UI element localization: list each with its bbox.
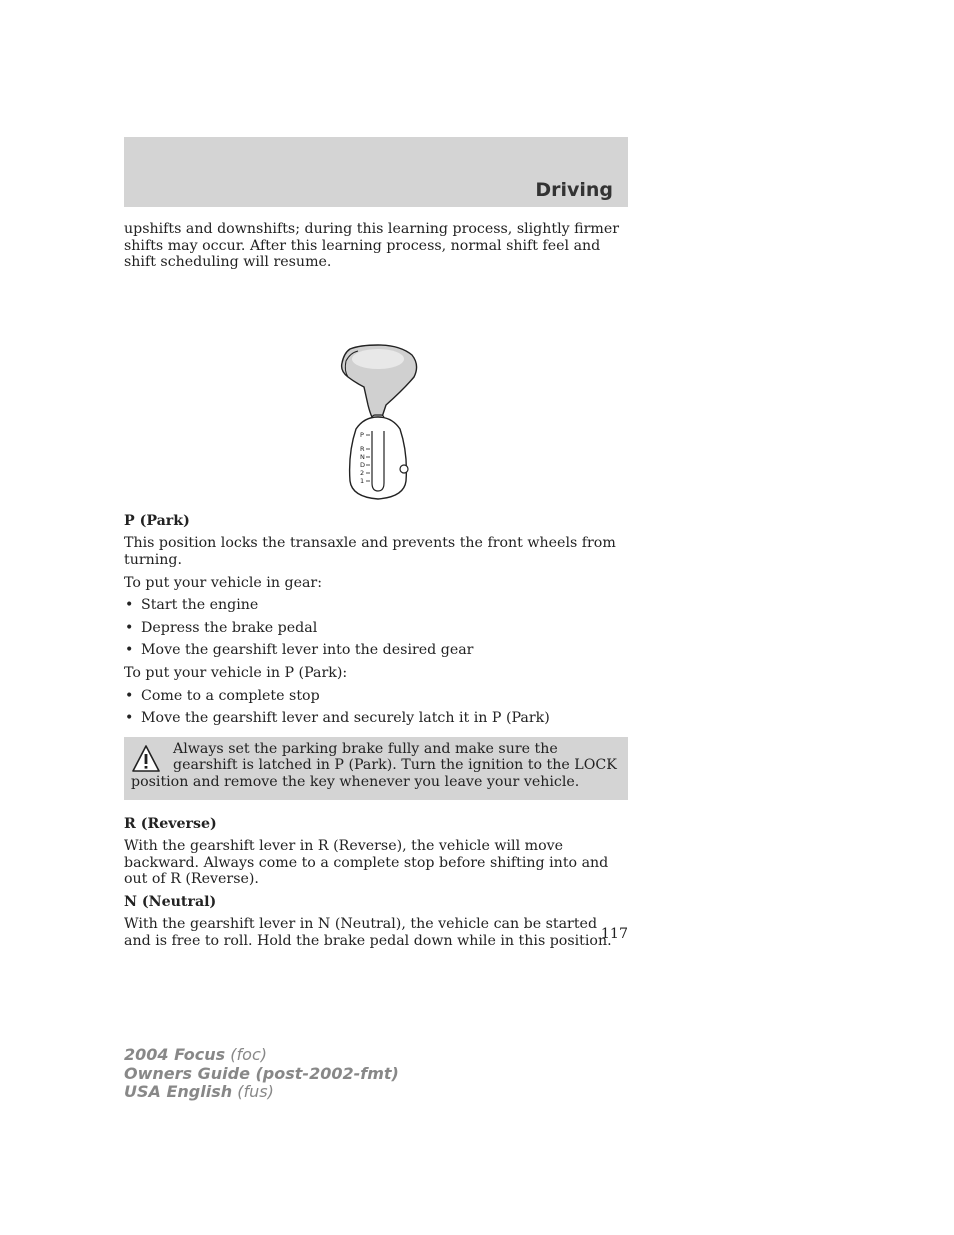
page-number: 117 xyxy=(600,926,628,942)
footer-language: USA English xyxy=(124,1082,233,1101)
warning-text: Always set the parking brake fully and make sure the gearshift is latched in P (Park). Turn the ignition to the LOCK position and remove the key whenever you leave your vehicle. xyxy=(131,740,617,790)
footer-language-code: (fus) xyxy=(237,1082,274,1101)
list-item xyxy=(124,620,628,637)
intro-paragraph: upshifts and downshifts; during this learning process, slightly firmer shifts may occur. After this learning process, normal shift feel and shift scheduling will resume. xyxy=(124,221,620,271)
park-heading: P (Park) xyxy=(124,512,190,529)
footer-model-code: (foc) xyxy=(230,1045,267,1064)
footer-model: 2004 Focus xyxy=(124,1045,226,1064)
document-footer xyxy=(124,1046,399,1102)
in-gear-steps xyxy=(124,597,628,659)
warning-triangle-icon xyxy=(131,744,161,774)
list-item-text: Move the gearshift lever and securely latch it in P (Park) xyxy=(141,710,550,727)
neutral-heading: N (Neutral) xyxy=(124,893,217,910)
bullet-icon: • xyxy=(125,597,134,614)
bullet-icon: • xyxy=(125,710,134,727)
bullet-icon: • xyxy=(125,642,134,659)
list-item xyxy=(124,688,628,705)
list-item xyxy=(124,597,628,614)
park-description: This position locks the transaxle and prevents the front wheels from turning. xyxy=(124,535,616,568)
footer-guide: Owners Guide (post-2002-fmt) xyxy=(124,1063,399,1083)
list-item-text: Come to a complete stop xyxy=(141,687,320,704)
gate-label-d: D xyxy=(360,460,366,469)
page-content xyxy=(124,221,628,956)
bullet-icon: • xyxy=(125,619,134,636)
list-item xyxy=(124,710,628,727)
gate-label-n: N xyxy=(360,452,365,461)
gate-label-2: 2 xyxy=(360,468,365,477)
gearshift-figure xyxy=(124,277,628,513)
list-item-text: Depress the brake pedal xyxy=(141,619,318,636)
neutral-description: With the gearshift lever in N (Neutral), the vehicle can be started and is free to roll. Hold the brake pedal down while in this position. xyxy=(124,916,612,950)
in-park-intro: To put your vehicle in P (Park): xyxy=(124,664,348,681)
section-header-band xyxy=(124,137,628,207)
gate-label-1: 1 xyxy=(360,476,365,485)
reverse-description: With the gearshift lever in R (Reverse), the vehicle will move backward. Always come to a complete stop before shifting into and out of R (Reverse). xyxy=(124,838,609,888)
reverse-heading: R (Reverse) xyxy=(124,815,217,832)
section-title: Driving xyxy=(535,179,613,201)
warning-box xyxy=(124,737,628,800)
list-item-text: Start the engine xyxy=(141,597,259,614)
in-park-steps xyxy=(124,688,628,727)
gate-label-p: P xyxy=(360,430,364,439)
in-gear-intro: To put your vehicle in gear: xyxy=(124,574,322,591)
gate-label-r: R xyxy=(360,444,365,453)
bullet-icon: • xyxy=(125,687,134,704)
list-item-text: Move the gearshift lever into the desired gear xyxy=(141,642,474,659)
list-item xyxy=(124,642,628,659)
gearshift-lever-illustration xyxy=(334,343,424,503)
